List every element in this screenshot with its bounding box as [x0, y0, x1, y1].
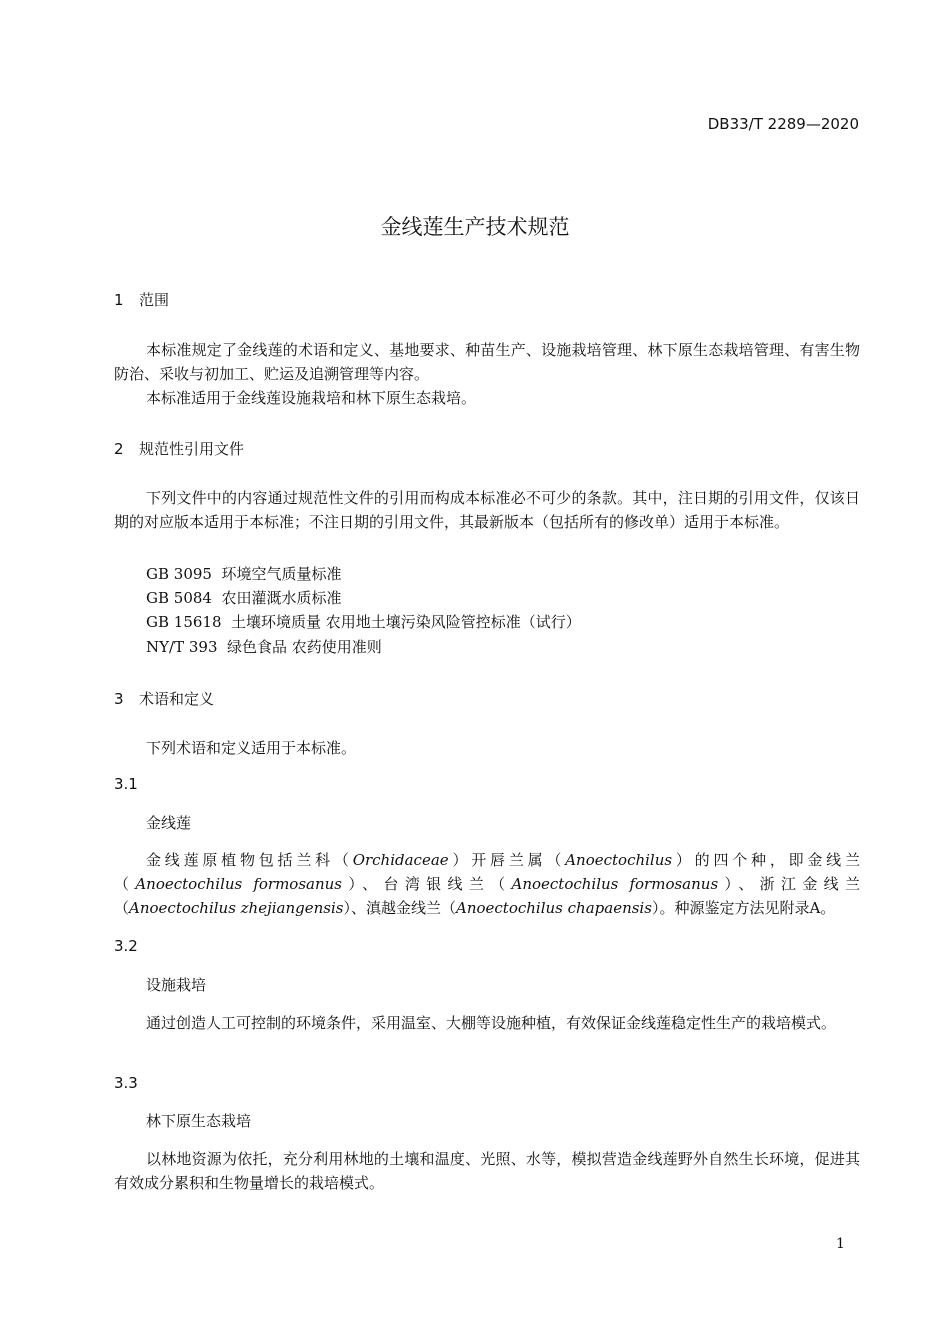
document-code: DB33/T 2289—2020 — [707, 115, 859, 133]
section-title: 规范性引用文件 — [139, 440, 245, 458]
latin-name: Orchidaceae — [352, 851, 449, 869]
term-number: 3.3 — [114, 1074, 138, 1092]
section-number: 3 — [114, 690, 124, 708]
term-definition: 通过创造人工可控制的环境条件，采用温室、大棚等设施种植，有效保证金线莲稳定性生产的栽培模式。 — [146, 1014, 837, 1032]
reference-item: NY/T 393 绿色食品 农药使用准则 — [146, 638, 382, 656]
reference-item: GB 15618 土壤环境质量 农用地土壤污染风险管控标准（试行） — [146, 613, 581, 631]
definition-text: ）、滇越金线兰（ — [343, 899, 456, 917]
latin-name: Anoectochilus chapaensis — [456, 899, 652, 917]
section-title: 术语和定义 — [139, 690, 215, 708]
scope-paragraph-2: 本标准适用于金线莲设施栽培和林下原生态栽培。 — [146, 389, 477, 407]
term-definition — [114, 848, 860, 920]
latin-name: Anoectochilus zhejiangensis — [129, 899, 344, 917]
definition-text: ）、台湾银线兰（ — [342, 875, 512, 893]
scope-paragraph-1: 本标准规定了金线莲的术语和定义、基地要求、种苗生产、设施栽培管理、林下原生态栽培管理、有害生物防治、采收与初加工、贮运及追溯管理等内容。 — [114, 341, 860, 383]
reference-item: GB 5084 农田灌溉水质标准 — [146, 589, 342, 607]
term-name: 设施栽培 — [146, 976, 207, 994]
terms-intro: 下列术语和定义适用于本标准。 — [146, 739, 357, 757]
term-name: 林下原生态栽培 — [146, 1112, 252, 1130]
definition-text: ）的四个种，即金线兰（ — [114, 851, 860, 893]
latin-name: Anoectochilus formosanus — [511, 875, 719, 893]
section-number: 1 — [114, 291, 124, 309]
reference-item: GB 3095 环境空气质量标准 — [146, 565, 342, 583]
definition-text: 金线莲原植物包括兰科（ — [146, 851, 353, 869]
definition-text: ）。种源鉴定方法见附录A。 — [651, 899, 836, 917]
term-definition: 以林地资源为依托，充分利用林地的土壤和温度、光照、水等，模拟营造金线莲野外自然生长环境，促进其有效成分累积和生物量增长的栽培模式。 — [114, 1150, 860, 1192]
section-title: 范围 — [139, 291, 170, 309]
document-title: 金线莲生产技术规范 — [380, 215, 570, 239]
latin-name: Anoectochilus formosanus — [135, 875, 342, 893]
definition-text: ）、浙江金线兰（ — [114, 875, 860, 917]
section-heading-scope — [114, 289, 169, 310]
section-heading-references — [114, 438, 244, 459]
page-number: 1 — [836, 1236, 845, 1252]
definition-text: ）开唇兰属（ — [448, 851, 566, 869]
section-heading-terms — [114, 688, 214, 709]
references-intro: 下列文件中的内容通过规范性文件的引用而构成本标准必不可少的条款。其中，注日期的引用文件，仅该日期的对应版本适用于本标准；不注日期的引用文件，其最新版本（包括所有的修改单）适用于本标准。 — [114, 489, 860, 531]
term-name: 金线莲 — [146, 814, 192, 832]
latin-name: Anoectochilus — [565, 851, 673, 869]
section-number: 2 — [114, 440, 124, 458]
term-number: 3.2 — [114, 937, 138, 955]
term-number: 3.1 — [114, 775, 138, 793]
